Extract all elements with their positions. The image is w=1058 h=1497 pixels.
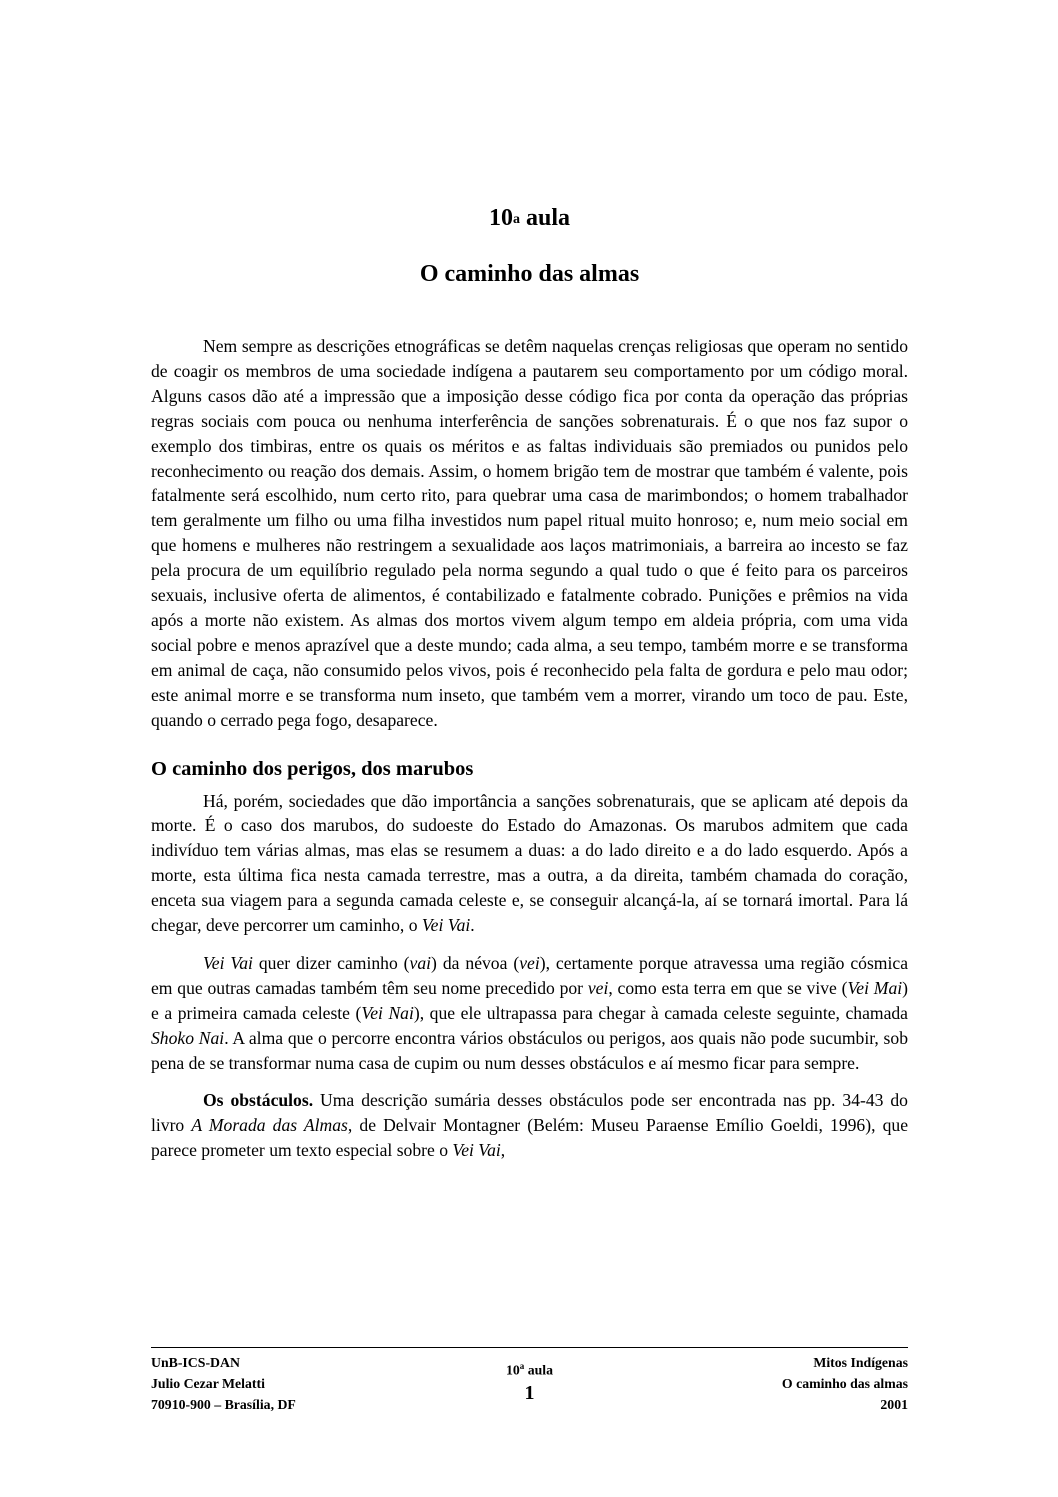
term: vai [409,952,432,973]
text: , de Delvair Montagner (Belém: Museu Paraense Emílio Goeldi, 1996), que parece prometer um texto especial sobre o [151,1115,908,1161]
paragraph-3 [151,951,908,1076]
page-number: 1 [524,1381,535,1404]
paragraph-4 [151,1088,908,1163]
term: Vei Vai [452,1140,501,1161]
term: vei [519,952,540,973]
text: , como esta terra em que se vive ( [608,977,848,998]
lesson-number-digits: 10 [488,205,513,231]
text: ) e a primeira camada celeste ( [151,977,909,1023]
footer-lesson-title: O caminho das almas [781,1376,908,1391]
paragraph-2-text: Há, porém, sociedades que dão importância a sanções sobrenaturais, que se aplicam até depois da morte. É o caso dos marubos, do sudoeste do Estado do Amazonas. Os marubos admitem que cada indivíduo tem várias almas, mas elas se resumem a duas: a do lado direito e a do lado esquerdo. Após a morte, esta última fica nesta camada terrestre, mas a outra, a da direita, também chamada do coração, enceta sua viagem para a segunda camada celeste e, se conseguir alcançá-la, aí se tornará imortal. Para lá chegar, deve percorrer um caminho, o [151,790,908,936]
lesson-number [151,200,908,236]
book-title: A Morada das Almas [191,1115,348,1136]
section-heading: O caminho dos perigos, dos marubos [151,757,474,780]
paragraph-2 [151,789,908,938]
paragraph-2-end: . [470,915,475,936]
page-footer [151,1347,908,1412]
term: Vei Vai [203,952,253,973]
lesson-number-ordinal: a [512,212,520,227]
term: Shoko Nai [151,1027,225,1048]
page-title: O caminho das almas [419,261,640,287]
footer-lesson-number: 10 [505,1362,520,1378]
text: Uma descrição sumária desses obstáculos pode ser encontrada nas pp. 34-43 do livro [151,1090,908,1136]
text: ), que ele ultrapassa para chegar à camada celeste seguinte, chamada [413,1002,908,1023]
text: quer dizer caminho ( [252,952,410,973]
footer-address: 70910-900 – Brasília, DF [151,1397,296,1412]
text: , [500,1140,506,1161]
footer-year: 2001 [880,1397,908,1412]
footer-lesson-ordinal: a [519,1361,525,1371]
paragraph-1: Nem sempre as descrições etnográficas se detêm naquelas crenças religiosas que operam no sentido de coagir os membros de uma sociedade indígena a pautarem seu comportamento por um código moral. Alguns casos dão até a impressão que a imposição desse código fica por conta da operação das próprias regras sociais com pouca ou nenhuma interferência de sanções sobrenaturais. É o que nos faz supor o exemplo dos timbiras, entre os quais os méritos e as faltas individuais são premiados ou punidos pelo reconhecimento ou reação dos demais. Assim, o homem brigão tem de mostrar que também é valente, pois fatalmente será escolhido, num certo rito, para quebrar uma casa de marimbondos; o homem trabalhador tem geralmente um filho ou uma filha investidos num papel ritual muito honroso; e, num meio social em que homens e mulheres não restringem a sexualidade aos laços matrimoniais, a barreira ao incesto se faz pela procura de um equilíbrio regulado pela norma segundo a qual tudo o que é feito para os parceiros sexuais, inclusive oferta de alimentos, é contabilizado e fatalmente cobrado. Punições e prêmios na vida após a morte não existem. As almas dos mortos vivem algum tempo em aldeia própria, com uma vida social pobre e menos aprazível que a deste mundo; cada alma, a seu tempo, também morre e se transforma em animal de caça, não consumido pelos vivos, pois é reconhecido pela falta de gordura e pelo mau odor; este animal morre e se transforma num inseto, que também vem a morrer, virando um toco de pau. Este, quando o cerrado pega fogo, desaparece. [151,336,908,730]
footer-institution-line: UnB-ICS-DAN [151,1355,240,1370]
footer-course [782,1352,908,1415]
text: ), certamente porque atravessa uma região cósmica em que outras camadas também têm seu nome precedido por [151,952,908,998]
footer-author: Julio Cezar Melatti [151,1376,265,1391]
term: vei [587,977,609,998]
footer-lesson-word: aula [524,1362,554,1378]
text: . A alma que o percorre encontra vários obstáculos ou perigos, aos quais não pode sucumbir, sob pena de se transformar numa casa de cupim ou num desses obstáculos e aí mesmo ficar para sempre. [151,1027,908,1073]
title-block [151,200,908,292]
term: Vei Mai [847,977,903,998]
lesson-word: aula [519,205,570,231]
term: Vei Nai [361,1002,414,1023]
footer-course-name: Mitos Indígenas [813,1355,908,1370]
document-body [151,334,908,1163]
term-vei-vai: Vei Vai [421,915,471,936]
text: ) da névoa ( [431,952,520,973]
paragraph-lead: Os obstáculos. [203,1090,314,1111]
